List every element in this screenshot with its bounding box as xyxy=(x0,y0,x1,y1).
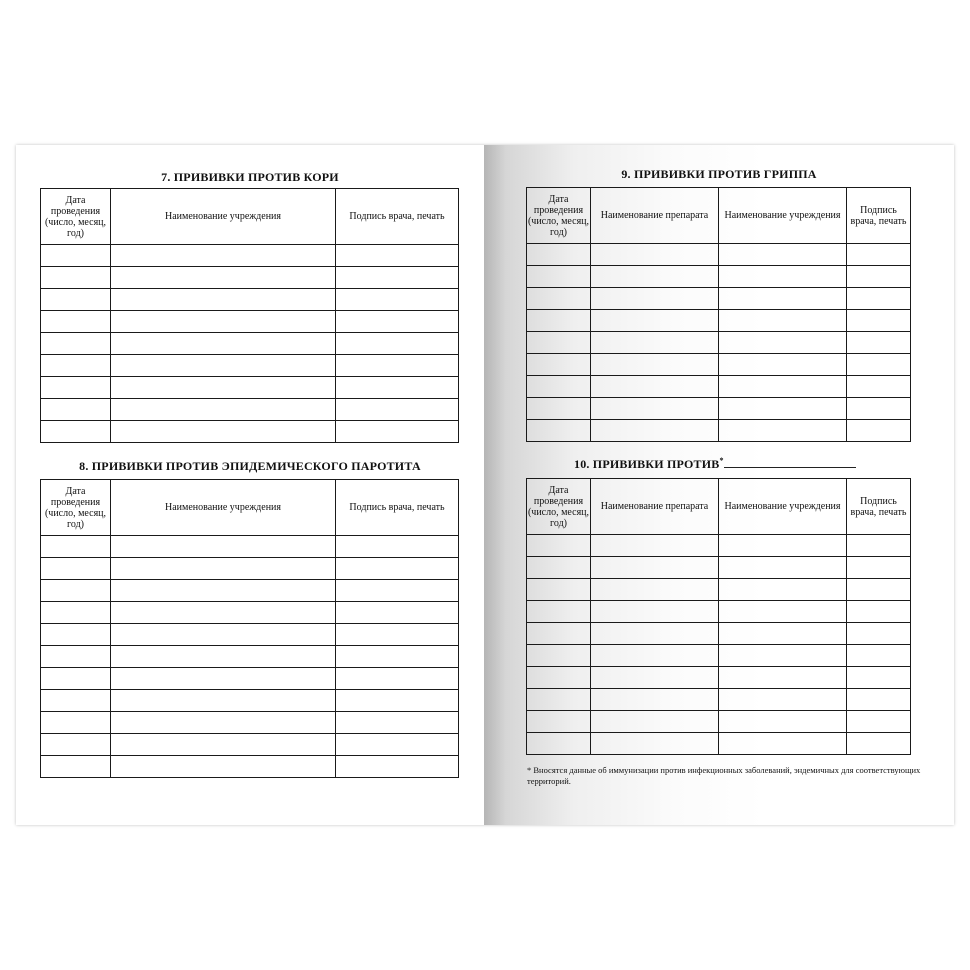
blank-cell[interactable] xyxy=(847,332,911,354)
blank-cell[interactable] xyxy=(336,690,459,712)
blank-cell[interactable] xyxy=(527,711,591,733)
blank-cell[interactable] xyxy=(527,579,591,601)
blank-cell[interactable] xyxy=(336,267,459,289)
table-row xyxy=(527,310,911,332)
section-9-rows xyxy=(527,244,911,442)
table-row xyxy=(41,333,459,355)
blank-cell[interactable] xyxy=(111,690,336,712)
blank-cell[interactable] xyxy=(719,420,847,442)
blank-cell[interactable] xyxy=(591,310,719,332)
table-row xyxy=(41,289,459,311)
blank-cell[interactable] xyxy=(847,354,911,376)
table-row xyxy=(527,733,911,755)
blank-cell[interactable] xyxy=(41,399,111,421)
blank-cell[interactable] xyxy=(847,711,911,733)
blank-cell[interactable] xyxy=(847,733,911,755)
blank-cell[interactable] xyxy=(336,624,459,646)
section-7-table xyxy=(40,188,459,443)
table-row xyxy=(41,756,459,778)
blank-cell[interactable] xyxy=(336,355,459,377)
blank-cell[interactable] xyxy=(847,601,911,623)
footnote-mark: * xyxy=(719,456,724,465)
blank-cell[interactable] xyxy=(111,580,336,602)
column-header-date: Дата проведения (число, месяц, год) xyxy=(527,479,591,535)
blank-cell[interactable] xyxy=(527,557,591,579)
blank-cell[interactable] xyxy=(591,398,719,420)
blank-cell[interactable] xyxy=(336,668,459,690)
blank-cell[interactable] xyxy=(527,733,591,755)
blank-cell[interactable] xyxy=(111,333,336,355)
blank-cell[interactable] xyxy=(336,646,459,668)
blank-cell[interactable] xyxy=(591,623,719,645)
column-header-institution: Наименование учреждения xyxy=(111,189,336,245)
blank-cell[interactable] xyxy=(41,245,111,267)
blank-cell[interactable] xyxy=(847,623,911,645)
table-row xyxy=(41,245,459,267)
blank-cell[interactable] xyxy=(591,689,719,711)
table-row xyxy=(527,667,911,689)
blank-cell[interactable] xyxy=(847,398,911,420)
blank-cell[interactable] xyxy=(527,420,591,442)
table-row xyxy=(41,668,459,690)
table-row xyxy=(41,311,459,333)
blank-cell[interactable] xyxy=(111,602,336,624)
blank-cell[interactable] xyxy=(591,579,719,601)
table-row xyxy=(41,421,459,443)
blank-cell[interactable] xyxy=(111,421,336,443)
blank-cell[interactable] xyxy=(847,667,911,689)
blank-fill-line xyxy=(724,456,856,468)
blank-cell[interactable] xyxy=(719,645,847,667)
blank-cell[interactable] xyxy=(591,354,719,376)
column-header-institution: Наименование учреждения xyxy=(719,479,847,535)
blank-cell[interactable] xyxy=(336,289,459,311)
blank-cell[interactable] xyxy=(591,332,719,354)
table-row xyxy=(527,645,911,667)
blank-cell[interactable] xyxy=(111,558,336,580)
blank-cell[interactable] xyxy=(111,668,336,690)
blank-cell[interactable] xyxy=(719,376,847,398)
table-row xyxy=(41,646,459,668)
table-row xyxy=(527,398,911,420)
blank-cell[interactable] xyxy=(111,311,336,333)
blank-cell[interactable] xyxy=(591,420,719,442)
table-row xyxy=(41,734,459,756)
blank-cell[interactable] xyxy=(591,266,719,288)
blank-cell[interactable] xyxy=(41,355,111,377)
section-9-title: 9. ПРИВИВКИ ПРОТИВ ГРИППА xyxy=(621,167,817,181)
blank-cell[interactable] xyxy=(719,601,847,623)
column-header-signature: Подпись врача, печать xyxy=(336,189,459,245)
blank-cell[interactable] xyxy=(719,288,847,310)
blank-cell[interactable] xyxy=(719,557,847,579)
left-page xyxy=(16,145,484,825)
blank-cell[interactable] xyxy=(111,377,336,399)
blank-cell[interactable] xyxy=(719,244,847,266)
table-row xyxy=(41,712,459,734)
blank-cell[interactable] xyxy=(336,399,459,421)
column-header-date: Дата проведения (число, месяц, год) xyxy=(527,188,591,244)
column-header-drug: Наименование препарата xyxy=(591,479,719,535)
blank-cell[interactable] xyxy=(336,311,459,333)
column-header-date: Дата проведения (число, месяц, год) xyxy=(41,480,111,536)
blank-cell[interactable] xyxy=(336,536,459,558)
table-row xyxy=(527,376,911,398)
blank-cell[interactable] xyxy=(591,288,719,310)
blank-cell[interactable] xyxy=(719,354,847,376)
table-row xyxy=(527,266,911,288)
blank-cell[interactable] xyxy=(719,689,847,711)
blank-cell[interactable] xyxy=(719,667,847,689)
blank-cell[interactable] xyxy=(41,333,111,355)
blank-cell[interactable] xyxy=(527,623,591,645)
blank-cell[interactable] xyxy=(111,624,336,646)
blank-cell[interactable] xyxy=(336,333,459,355)
blank-cell[interactable] xyxy=(41,580,111,602)
blank-cell[interactable] xyxy=(527,535,591,557)
blank-cell[interactable] xyxy=(719,579,847,601)
blank-cell[interactable] xyxy=(847,310,911,332)
blank-cell[interactable] xyxy=(41,289,111,311)
blank-cell[interactable] xyxy=(719,711,847,733)
blank-cell[interactable] xyxy=(527,332,591,354)
blank-cell[interactable] xyxy=(719,623,847,645)
blank-cell[interactable] xyxy=(336,421,459,443)
table-row xyxy=(527,711,911,733)
blank-cell[interactable] xyxy=(527,689,591,711)
table-row xyxy=(41,602,459,624)
right-page xyxy=(484,145,954,825)
table-row xyxy=(527,244,911,266)
blank-cell[interactable] xyxy=(41,377,111,399)
blank-cell[interactable] xyxy=(336,602,459,624)
blank-cell[interactable] xyxy=(527,244,591,266)
table-row xyxy=(41,690,459,712)
blank-cell[interactable] xyxy=(719,398,847,420)
table-row xyxy=(527,420,911,442)
blank-cell[interactable] xyxy=(41,712,111,734)
column-header-institution: Наименование учреждения xyxy=(111,480,336,536)
blank-cell[interactable] xyxy=(527,310,591,332)
blank-cell[interactable] xyxy=(847,689,911,711)
blank-cell[interactable] xyxy=(591,645,719,667)
table-row xyxy=(41,377,459,399)
section-10-rows xyxy=(527,535,911,755)
blank-cell[interactable] xyxy=(41,421,111,443)
blank-cell[interactable] xyxy=(41,646,111,668)
blank-cell[interactable] xyxy=(111,712,336,734)
blank-cell[interactable] xyxy=(847,376,911,398)
section-9-table xyxy=(526,187,911,442)
section-8-rows xyxy=(41,536,459,778)
column-header-signature: Подпись врача, печать xyxy=(847,479,911,535)
blank-cell[interactable] xyxy=(336,377,459,399)
blank-cell[interactable] xyxy=(527,398,591,420)
blank-cell[interactable] xyxy=(111,245,336,267)
table-row xyxy=(527,535,911,557)
blank-cell[interactable] xyxy=(527,376,591,398)
blank-cell[interactable] xyxy=(591,667,719,689)
blank-cell[interactable] xyxy=(336,558,459,580)
blank-cell[interactable] xyxy=(336,734,459,756)
table-row xyxy=(41,580,459,602)
blank-cell[interactable] xyxy=(591,601,719,623)
section-10-title xyxy=(574,456,970,472)
blank-cell[interactable] xyxy=(111,399,336,421)
footnote: * Вносятся данные об иммунизации против инфекционных заболеваний, эндемичных для соответствующих территорий. xyxy=(527,765,921,786)
blank-cell[interactable] xyxy=(527,354,591,376)
blank-cell[interactable] xyxy=(111,536,336,558)
blank-cell[interactable] xyxy=(111,355,336,377)
blank-cell[interactable] xyxy=(591,557,719,579)
blank-cell[interactable] xyxy=(41,756,111,778)
table-row xyxy=(527,332,911,354)
column-header-drug: Наименование препарата xyxy=(591,188,719,244)
blank-cell[interactable] xyxy=(41,624,111,646)
section-8-title: 8. ПРИВИВКИ ПРОТИВ ЭПИДЕМИЧЕСКОГО ПАРОТИТА xyxy=(79,459,421,473)
table-row xyxy=(41,536,459,558)
blank-cell[interactable] xyxy=(41,690,111,712)
blank-cell[interactable] xyxy=(41,558,111,580)
blank-cell[interactable] xyxy=(847,266,911,288)
blank-cell[interactable] xyxy=(336,756,459,778)
blank-cell[interactable] xyxy=(591,244,719,266)
table-row xyxy=(41,558,459,580)
blank-cell[interactable] xyxy=(111,756,336,778)
blank-cell[interactable] xyxy=(111,646,336,668)
blank-cell[interactable] xyxy=(719,535,847,557)
section-7-title: 7. ПРИВИВКИ ПРОТИВ КОРИ xyxy=(161,170,339,184)
blank-cell[interactable] xyxy=(111,267,336,289)
blank-cell[interactable] xyxy=(847,244,911,266)
table-row xyxy=(41,355,459,377)
blank-cell[interactable] xyxy=(527,266,591,288)
blank-cell[interactable] xyxy=(336,580,459,602)
blank-cell[interactable] xyxy=(527,645,591,667)
blank-cell[interactable] xyxy=(719,733,847,755)
blank-cell[interactable] xyxy=(847,645,911,667)
blank-cell[interactable] xyxy=(41,668,111,690)
column-header-signature: Подпись врача, печать xyxy=(847,188,911,244)
blank-cell[interactable] xyxy=(719,266,847,288)
blank-cell[interactable] xyxy=(41,311,111,333)
table-row xyxy=(527,354,911,376)
section-10-title-text: 10. ПРИВИВКИ ПРОТИВ xyxy=(574,457,720,471)
table-row xyxy=(41,267,459,289)
table-row xyxy=(41,399,459,421)
blank-cell[interactable] xyxy=(527,288,591,310)
table-row xyxy=(527,579,911,601)
column-header-date: Дата проведения (число, месяц, год) xyxy=(41,189,111,245)
blank-cell[interactable] xyxy=(719,332,847,354)
blank-cell[interactable] xyxy=(336,245,459,267)
blank-cell[interactable] xyxy=(111,734,336,756)
section-8-table xyxy=(40,479,459,778)
blank-cell[interactable] xyxy=(847,420,911,442)
blank-cell[interactable] xyxy=(591,535,719,557)
blank-cell[interactable] xyxy=(591,733,719,755)
blank-cell[interactable] xyxy=(41,734,111,756)
section-10-table xyxy=(526,478,911,755)
table-row xyxy=(41,624,459,646)
blank-cell[interactable] xyxy=(41,536,111,558)
table-row xyxy=(527,288,911,310)
blank-cell[interactable] xyxy=(591,711,719,733)
column-header-signature: Подпись врача, печать xyxy=(336,480,459,536)
blank-cell[interactable] xyxy=(847,535,911,557)
open-booklet xyxy=(16,145,954,825)
blank-cell[interactable] xyxy=(719,310,847,332)
blank-cell[interactable] xyxy=(41,267,111,289)
blank-cell[interactable] xyxy=(336,712,459,734)
table-row xyxy=(527,601,911,623)
section-7-rows xyxy=(41,245,459,443)
blank-cell[interactable] xyxy=(847,557,911,579)
table-row xyxy=(527,557,911,579)
table-row xyxy=(527,689,911,711)
blank-cell[interactable] xyxy=(527,601,591,623)
blank-cell[interactable] xyxy=(111,289,336,311)
blank-cell[interactable] xyxy=(847,288,911,310)
blank-cell[interactable] xyxy=(847,579,911,601)
blank-cell[interactable] xyxy=(41,602,111,624)
column-header-institution: Наименование учреждения xyxy=(719,188,847,244)
blank-cell[interactable] xyxy=(591,376,719,398)
blank-cell[interactable] xyxy=(527,667,591,689)
table-row xyxy=(527,623,911,645)
